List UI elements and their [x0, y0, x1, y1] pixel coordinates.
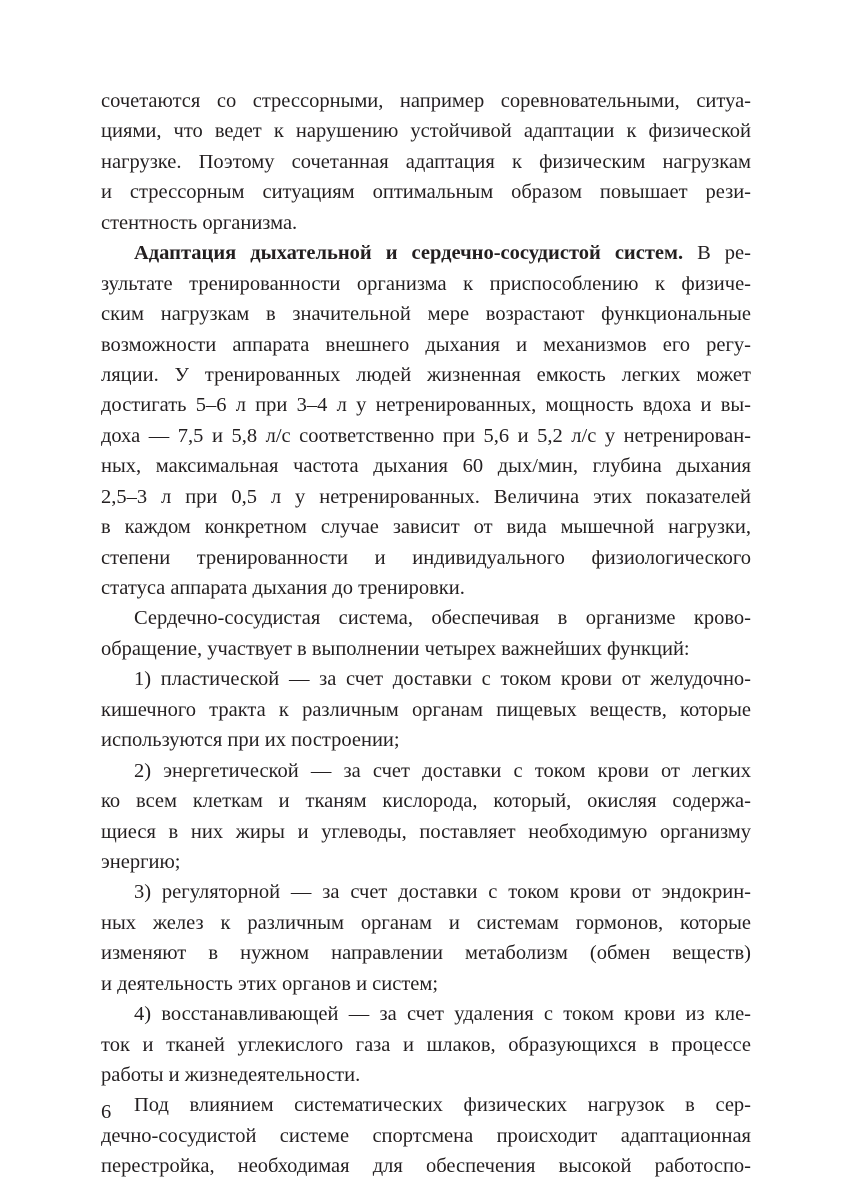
text-line: щиеся в них жиры и углеводы, поставляет необходимую организму — [101, 820, 751, 843]
text-line: Под влиянием систематических физических нагрузок в сер- — [134, 1094, 751, 1117]
text-line: циями, что ведет к нарушению устойчивой адаптации к физической — [101, 120, 751, 143]
text-line: 3) регуляторной — за счет доставки с током крови от эндокрин- — [134, 881, 751, 904]
text-line: 4) восстанавливающей — за счет удаления с током крови из кле- — [134, 1003, 751, 1026]
text-line: обращение, участвует в выполнении четырех важнейших функций: — [101, 637, 690, 660]
text-line: и деятельность этих органов и систем; — [101, 972, 439, 995]
text-line: в каждом конкретном случае зависит от вида мышечной нагрузки, — [101, 516, 751, 539]
text-line: ским нагрузкам в значительной мере возрастают функциональные — [101, 303, 751, 326]
text-line: энергию; — [101, 850, 181, 873]
text-line: и стрессорным ситуациям оптимальным образом повышает рези- — [101, 181, 751, 204]
text-line: Сердечно-сосудистая система, обеспечивая в организме крово- — [134, 607, 751, 630]
text-line: дечно-сосудистой системе спортсмена происходит адаптационная — [101, 1124, 751, 1147]
text-line: ных, максимальная частота дыхания 60 дых/мин, глубина дыхания — [101, 455, 751, 478]
text-line: используются при их построении; — [101, 729, 400, 752]
text-line: ляции. У тренированных людей жизненная емкость легких может — [101, 363, 751, 386]
text-line: степени тренированности и индивидуального физиологического — [101, 546, 751, 569]
text-line: достигать 5–6 л при 3–4 л у нетренированных, мощность вдоха и вы- — [101, 394, 751, 417]
text-line: статуса аппарата дыхания до тренировки. — [101, 577, 465, 599]
text-line: возможности аппарата внешнего дыхания и механизмов его регу- — [101, 333, 751, 356]
section-heading: Адаптация дыхательной и сердечно-сосудистой систем. — [134, 242, 684, 265]
text-line: изменяют в нужном направлении метаболизм (обмен веществ) — [101, 942, 751, 965]
page-number: 6 — [101, 1101, 112, 1123]
text-line: перестройка, необходимая для обеспечения высокой работоспо- — [101, 1155, 751, 1178]
text-line: зультате тренированности организма к приспособлению к физиче- — [101, 272, 751, 295]
text-line: ток и тканей углекислого газа и шлаков, образующихся в процессе — [101, 1033, 751, 1056]
page-body — [101, 86, 751, 1182]
text-line: 1) пластической — за счет доставки с током крови от желудочно- — [134, 668, 751, 691]
text-line: ных желез к различным органам и системам гормонов, которые — [101, 911, 751, 934]
text-line: ко всем клеткам и тканям кислорода, который, окисляя содержа- — [101, 790, 751, 813]
line-text: В ре- — [683, 242, 751, 265]
text-line: доха — 7,5 и 5,8 л/с соответственно при 5,6 и 5,2 л/с у нетренирован- — [101, 424, 751, 447]
text-line — [101, 238, 751, 268]
text-line: работы и жизнедеятельности. — [101, 1064, 361, 1086]
text-line: 2) энергетической — за счет доставки с током крови от легких — [134, 759, 751, 782]
text-line: кишечного тракта к различным органам пищевых веществ, которые — [101, 698, 751, 721]
text-line: стентность организма. — [101, 211, 298, 234]
text-line: 2,5–3 л при 0,5 л у нетренированных. Величина этих показателей — [101, 485, 751, 508]
text-line: сочетаются со стрессорными, например соревновательными, ситуа- — [101, 90, 751, 112]
text-line: нагрузке. Поэтому сочетанная адаптация к физическим нагрузкам — [101, 150, 751, 173]
